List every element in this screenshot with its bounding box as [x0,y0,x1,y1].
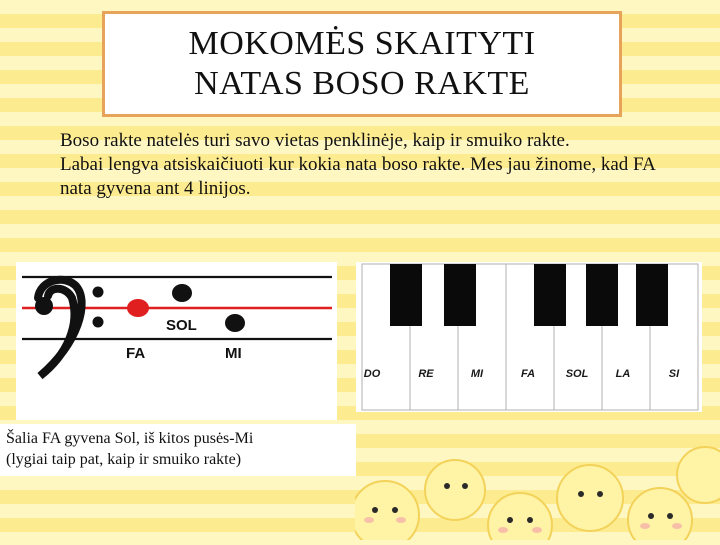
note-mi [225,314,245,332]
body-text [60,129,670,201]
body-paragraph-2: Labai lengva atsiskaičiuoti kur kokia nata boso rakte. Mes jau žinome, kad FA nata gyvena ant 4 linijos. [60,154,655,199]
black-key [586,264,618,326]
label-fa: FA [126,345,146,362]
piano-label-re: RE [418,368,434,380]
piano-label-do: DO [363,368,381,380]
chick-pattern-icon [355,420,720,540]
piano-illustration [356,262,702,412]
staff-illustration [16,262,337,420]
caption-line-2: (lygiai taip pat, kaip ir smuiko rakte) [6,451,242,468]
caption [0,424,356,476]
note-fa [127,299,149,317]
body-paragraph-1: Boso rakte natelės turi savo vietas penklinėje, kaip ir smuiko rakte. [60,130,570,151]
black-key [444,264,476,326]
piano-label-sol: SOL [565,368,589,380]
title-box [102,11,622,117]
caption-line-1: Šalia FA gyvena Sol, iš kitos pusės-Mi [6,430,254,447]
bass-clef-icon [35,280,104,376]
title-line-2: NATAS BOSO RAKTE [194,65,530,102]
piano-label-mi: MI [470,368,484,380]
note-sol [172,284,192,302]
title-line-1: MOKOMĖS SKAITYTI [188,25,536,62]
label-sol: SOL [166,317,197,334]
black-key [534,264,566,326]
piano-label-fa: FA [520,368,536,380]
black-key [636,264,668,326]
label-mi: MI [225,345,242,362]
piano-label-la: LA [615,368,631,380]
chick-pattern-svg [355,420,720,540]
piano-svg [356,262,702,412]
staff-svg [16,262,337,420]
piano-label-si: SI [668,368,680,380]
black-key [390,264,422,326]
